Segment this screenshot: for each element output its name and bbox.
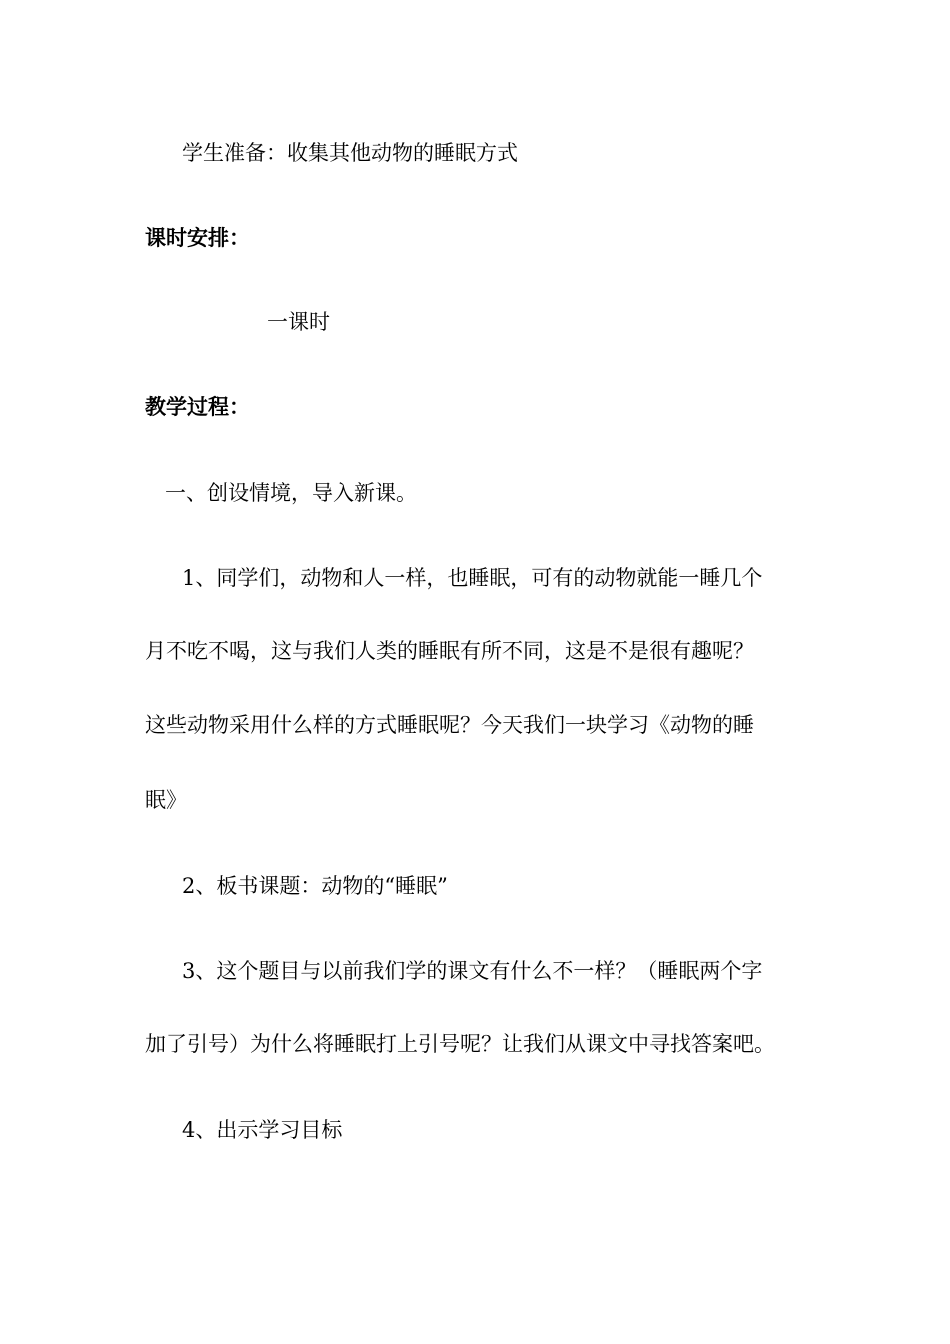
item1-line-4: 眠》 <box>145 788 187 812</box>
item1-line-2: 月不吃不喝，这与我们人类的睡眠有所不同，这是不是很有趣呢？ <box>145 639 754 663</box>
student-prep-line: 学生准备：收集其他动物的睡眠方式 <box>182 141 518 165</box>
item1-line-3: 这些动物采用什么样的方式睡眠呢？今天我们一块学习《动物的睡 <box>145 713 754 737</box>
item2-line: 2、板书课题：动物的“睡眠” <box>182 874 448 898</box>
section1-title: 一、创设情境，导入新课。 <box>165 481 417 505</box>
schedule-heading: 课时安排： <box>145 226 250 250</box>
item3-line-2: 加了引号）为什么将睡眠打上引号呢？让我们从课文中寻找答案吧。 <box>145 1032 775 1056</box>
schedule-value: 一课时 <box>267 310 330 334</box>
process-heading: 教学过程： <box>145 395 250 419</box>
item1-line-1: 1、同学们，动物和人一样，也睡眠，可有的动物就能一睡几个 <box>182 566 763 590</box>
item4-line: 4、出示学习目标 <box>182 1118 343 1142</box>
item3-line-1: 3、这个题目与以前我们学的课文有什么不一样？（睡眠两个字 <box>182 959 763 983</box>
